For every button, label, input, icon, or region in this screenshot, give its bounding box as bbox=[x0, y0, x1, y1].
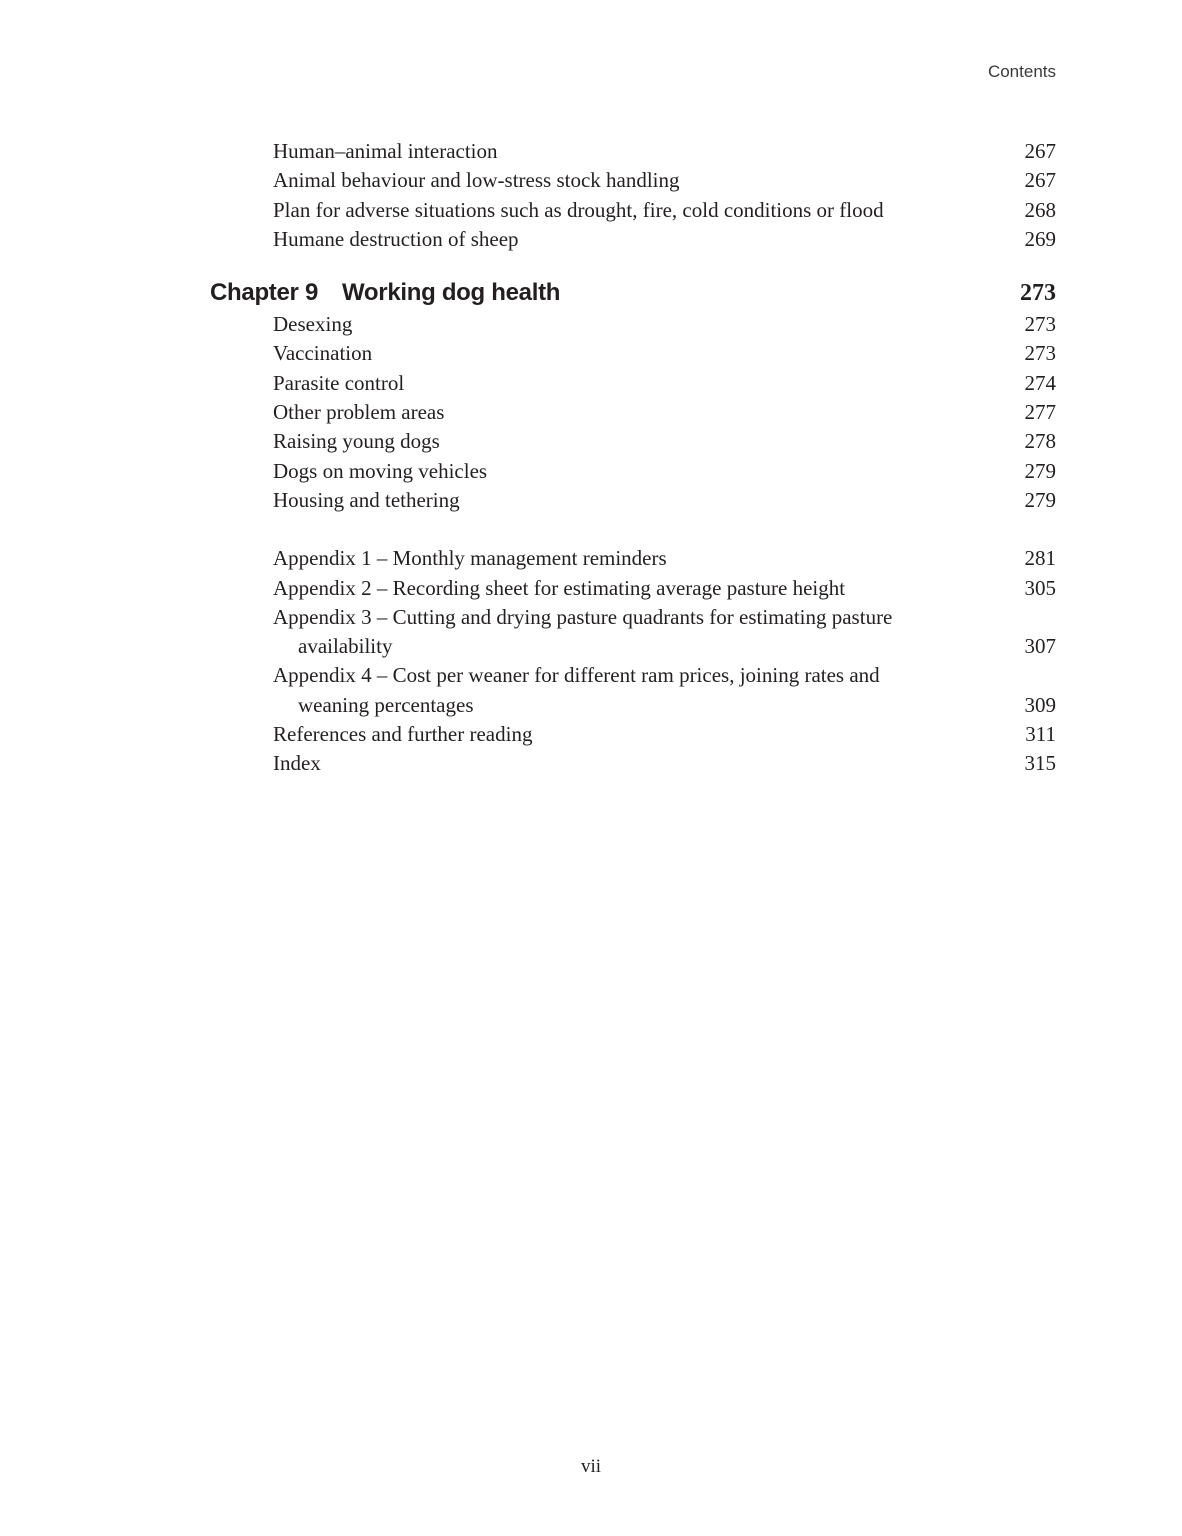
toc-entry-title-continued: weaning percentages bbox=[298, 692, 474, 717]
toc-entry-title: Appendix 2 – Recording sheet for estimating average pasture height bbox=[273, 575, 846, 600]
toc-entry-page: 274 bbox=[1024, 370, 1056, 395]
toc-entry-title-continued: availability bbox=[298, 634, 393, 659]
toc-entry-title: Appendix 1 – Monthly management reminders bbox=[273, 546, 667, 571]
toc-entry-page: 307 bbox=[1024, 634, 1056, 659]
running-head: Contents bbox=[987, 62, 1056, 81]
toc-entry-title: Housing and tethering bbox=[273, 487, 460, 512]
toc-entry bbox=[0, 457, 1182, 486]
toc-entry-title: Appendix 4 – Cost per weaner for different ram prices, joining rates and bbox=[273, 663, 880, 688]
toc-entry-page: 279 bbox=[1024, 487, 1056, 512]
toc-entry-title: Other problem areas bbox=[273, 400, 445, 425]
toc-entry bbox=[0, 310, 1182, 339]
toc-entry-title: Dogs on moving vehicles bbox=[273, 458, 488, 483]
toc-entry bbox=[0, 196, 1182, 225]
toc-entry-continuation bbox=[0, 691, 1182, 720]
toc-entry-page: 269 bbox=[1024, 226, 1056, 251]
chapter-heading bbox=[0, 276, 1182, 310]
chapter-page: 273 bbox=[1020, 280, 1056, 307]
table-of-contents bbox=[0, 137, 1182, 779]
toc-entry bbox=[0, 339, 1182, 368]
toc-entry-page: 273 bbox=[1024, 312, 1056, 337]
toc-entry bbox=[0, 427, 1182, 456]
toc-entry bbox=[0, 720, 1182, 749]
toc-entry-continuation bbox=[0, 632, 1182, 661]
page-number: vii bbox=[580, 1456, 602, 1477]
toc-entry bbox=[0, 661, 1182, 690]
toc-entry bbox=[0, 603, 1182, 632]
toc-entry-title: Human–animal interaction bbox=[273, 139, 498, 163]
toc-entry bbox=[0, 398, 1182, 427]
toc-entry bbox=[0, 749, 1182, 778]
toc-entry-page: 279 bbox=[1024, 458, 1056, 483]
toc-entry-page: 278 bbox=[1024, 429, 1056, 454]
toc-entry-title: Plan for adverse situations such as drought, fire, cold conditions or flood bbox=[273, 197, 884, 222]
toc-entry-title: Appendix 3 – Cutting and drying pasture quadrants for estimating pasture bbox=[273, 604, 893, 629]
chapter-title: Working dog health bbox=[342, 279, 561, 307]
toc-entry-title: Desexing bbox=[273, 312, 353, 337]
toc-entry-title: Index bbox=[273, 751, 321, 776]
toc-entry bbox=[0, 369, 1182, 398]
toc-entry-title: References and further reading bbox=[273, 722, 533, 747]
toc-entry bbox=[0, 574, 1182, 603]
chapter-number: Chapter 9 bbox=[210, 279, 318, 307]
toc-entry-page: 309 bbox=[1024, 692, 1056, 717]
toc-entry-page: 281 bbox=[1024, 546, 1056, 571]
section-spacer bbox=[0, 515, 1182, 544]
toc-entry bbox=[0, 544, 1182, 573]
toc-entry bbox=[0, 225, 1182, 254]
toc-entry-title: Raising young dogs bbox=[273, 429, 440, 454]
toc-entry-page: 315 bbox=[1024, 751, 1056, 776]
toc-entry-page: 273 bbox=[1024, 341, 1056, 366]
toc-entry bbox=[0, 137, 1182, 166]
toc-entry-title: Parasite control bbox=[273, 370, 405, 395]
toc-entry bbox=[0, 486, 1182, 515]
toc-entry bbox=[0, 166, 1182, 195]
toc-entry-page: 268 bbox=[1024, 197, 1056, 222]
toc-entry-page: 305 bbox=[1024, 575, 1056, 600]
toc-entry-title: Vaccination bbox=[273, 341, 373, 366]
toc-entry-page: 267 bbox=[1024, 168, 1056, 193]
toc-entry-title: Humane destruction of sheep bbox=[273, 226, 519, 251]
toc-entry-page: 267 bbox=[1024, 139, 1056, 163]
toc-entry-title: Animal behaviour and low-stress stock handling bbox=[273, 168, 680, 193]
toc-entry-page: 277 bbox=[1024, 400, 1056, 425]
toc-entry-page: 311 bbox=[1025, 722, 1056, 747]
